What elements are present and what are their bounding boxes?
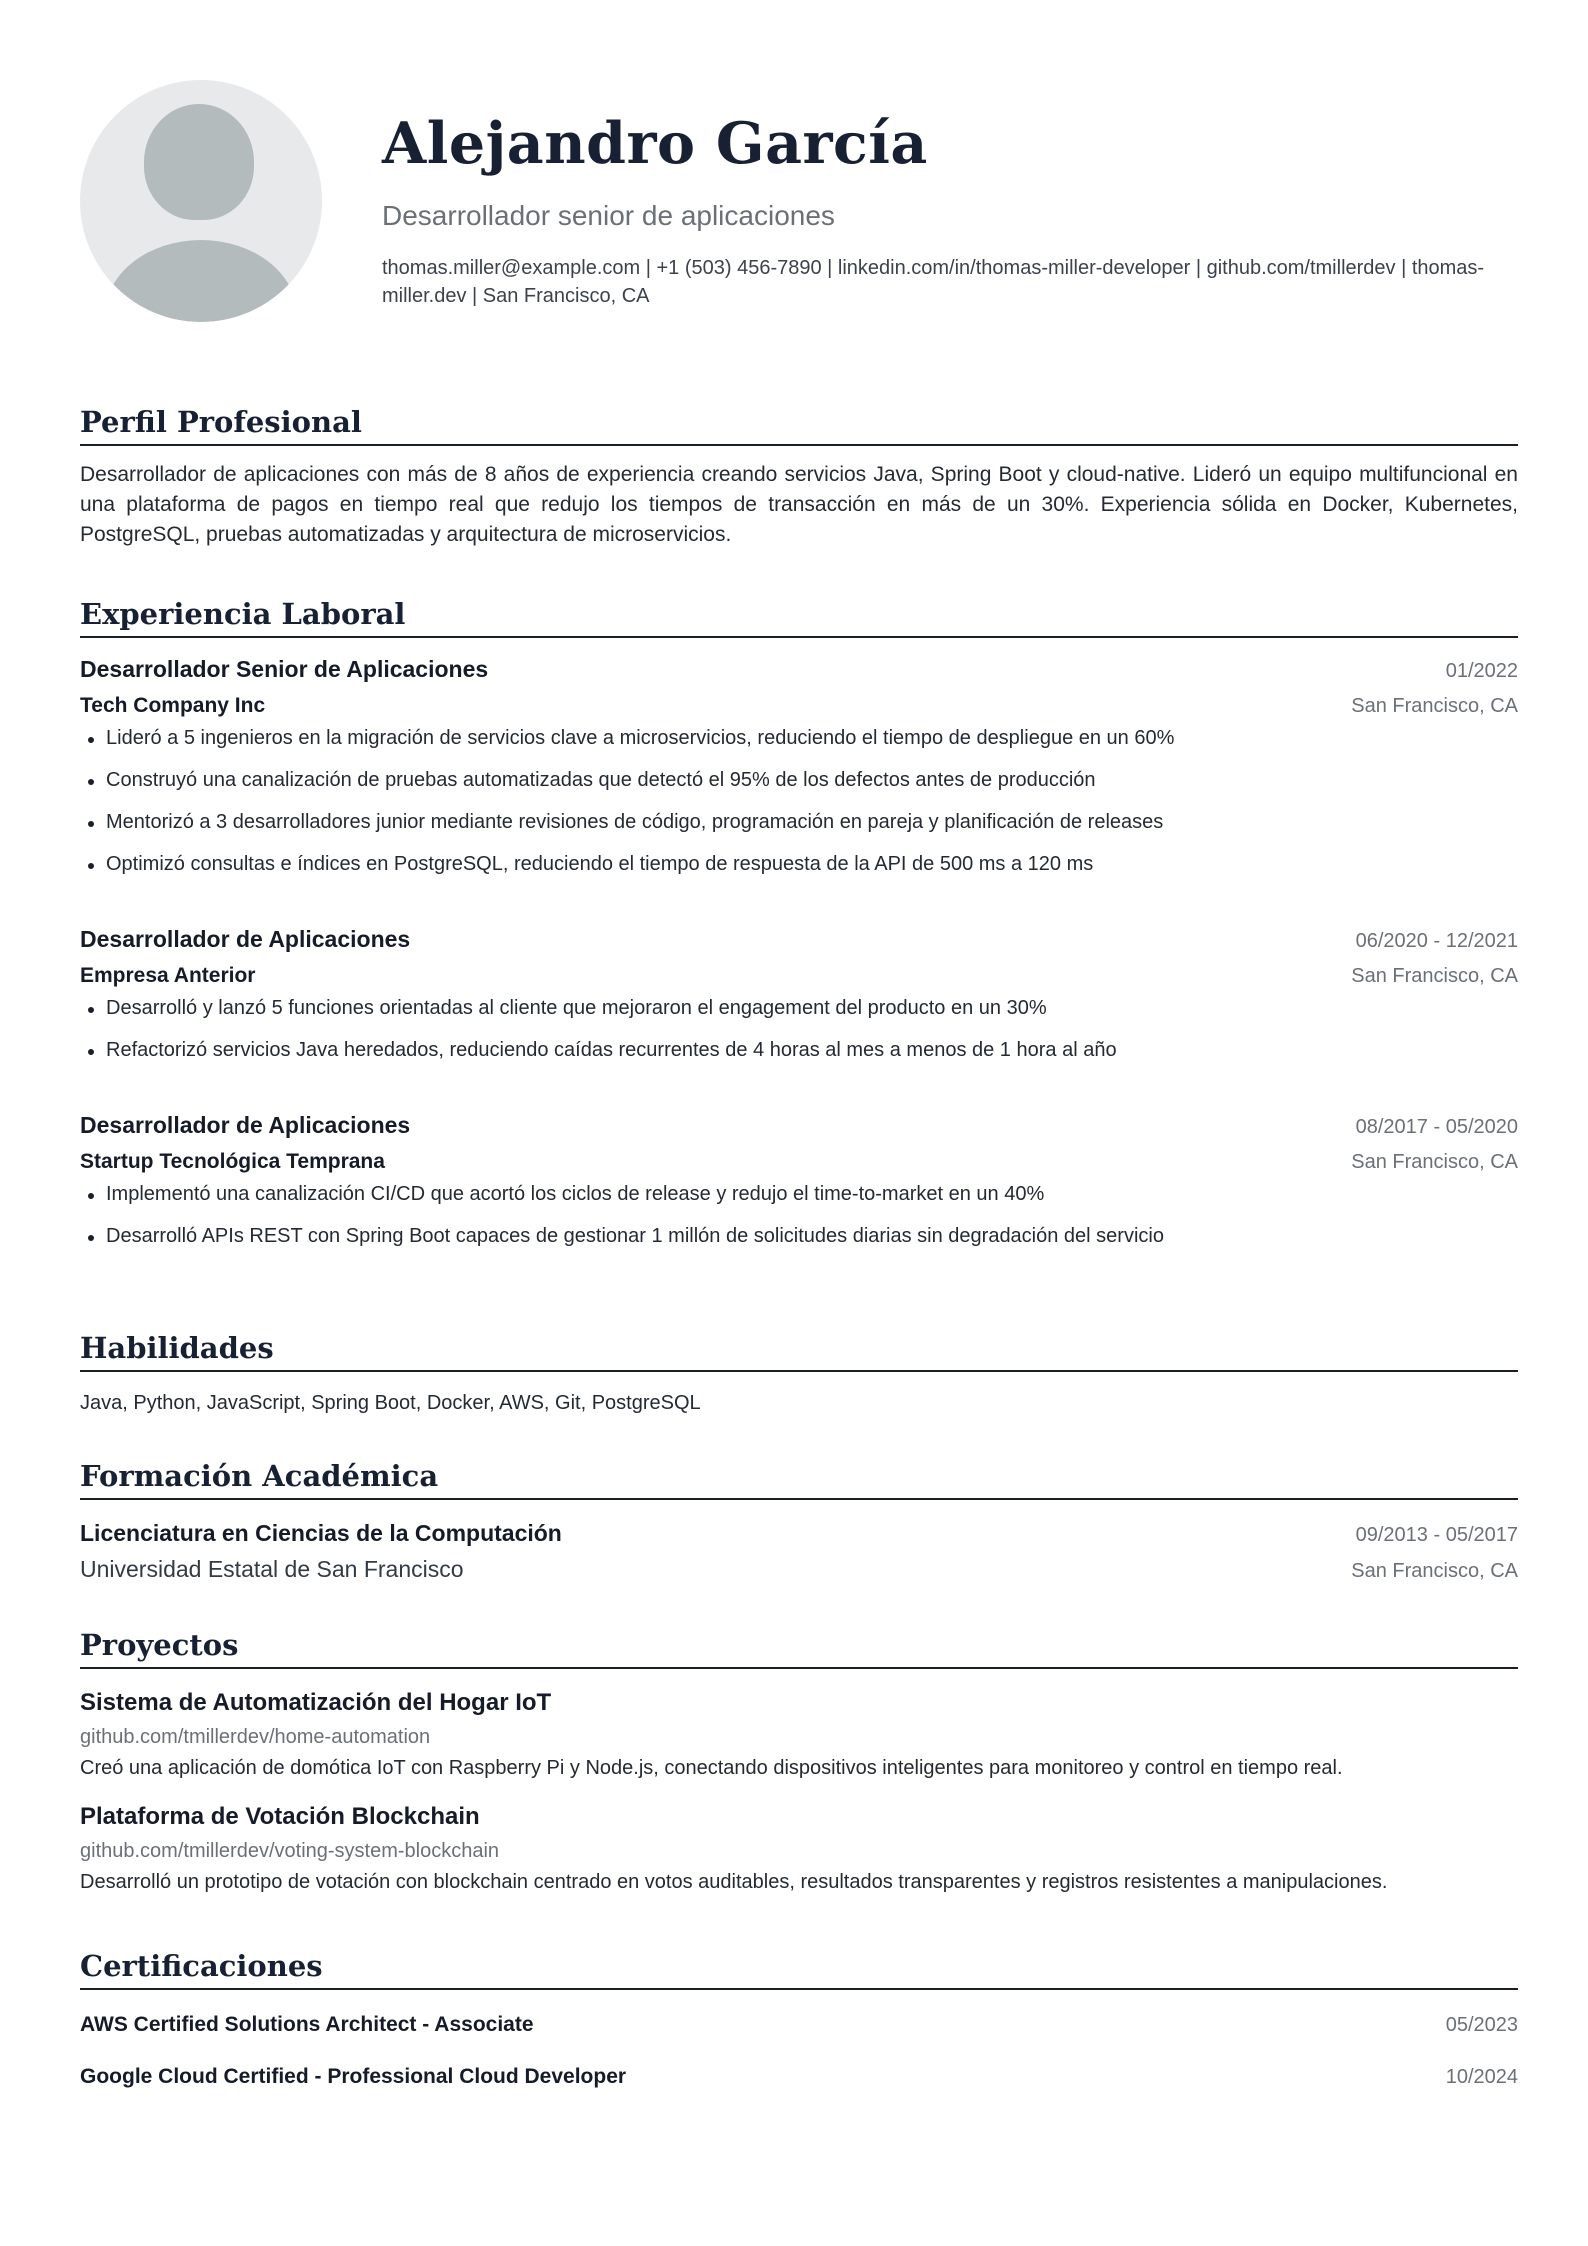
profile-text: Desarrollador de aplicaciones con más de 8 años de experiencia creando servicios Java, Spring Boot y cloud-native. Lideró un equipo multifuncional en una plataforma de pagos en tiempo real que redujo los tiempos de transacción en más de un 30%. Experiencia sólida en Docker, Kubernetes, PostgreSQL, pruebas automatizadas y arquitectura de microservicios. [80, 463, 1518, 546]
job-date: 01/2022 [1445, 660, 1518, 682]
project-link[interactable]: github.com/tmillerdev/voting-system-blockchain [80, 1840, 500, 1862]
degree-title: Licenciatura en Ciencias de la Computación [80, 1520, 562, 1546]
project-name: Sistema de Automatización del Hogar IoT [80, 1689, 552, 1716]
job-entry [80, 652, 1518, 878]
education-entry [80, 1516, 1518, 1588]
certification-name: AWS Certified Solutions Architect - Associate [80, 2013, 534, 2036]
bullet-text: Implementó una canalización CI/CD que acortó los ciclos de release y redujo el time-to-market en un 40% [106, 1183, 1045, 1205]
person-placeholder-icon [144, 104, 254, 220]
bullet-text: Construyó una canalización de pruebas automatizadas que detectó el 95% de los defectos antes de producción [106, 769, 1096, 791]
bullet-icon [88, 1193, 94, 1199]
education-location: San Francisco, CA [1351, 1560, 1518, 1582]
bullet-text: Lideró a 5 ingenieros en la migración de servicios clave a microservicios, reduciendo el tiempo de despliegue en un 60% [106, 727, 1175, 749]
section-title: Experiencia Laboral [80, 594, 1518, 638]
certification-entry [80, 2060, 1518, 2094]
candidate-name: Alejandro García [382, 110, 928, 177]
job-bullets [80, 994, 1518, 1064]
certifications-section [80, 1946, 1518, 2094]
bullet-icon [88, 779, 94, 785]
bullet-text: Desarrolló APIs REST con Spring Boot capaces de gestionar 1 millón de solicitudes diarias sin degradación del servicio [106, 1225, 1164, 1247]
job-entry [80, 922, 1518, 1064]
person-placeholder-body [105, 240, 297, 322]
list-item [80, 808, 1518, 836]
project-description: Creó una aplicación de domótica IoT con Raspberry Pi y Node.js, conectando dispositivos inteligentes para monitoreo y control en tiempo real. [80, 1757, 1343, 1779]
certification-entry [80, 2008, 1518, 2042]
job-location: San Francisco, CA [1351, 965, 1518, 987]
job-date: 06/2020 - 12/2021 [1355, 930, 1518, 952]
education-section [80, 1456, 1518, 1588]
job-company: Empresa Anterior [80, 964, 256, 987]
project-entry [80, 1685, 1518, 1783]
job-entry [80, 1108, 1518, 1250]
avatar [80, 80, 322, 322]
list-item [80, 724, 1518, 752]
list-item [80, 766, 1518, 794]
resume-header [382, 104, 1518, 310]
job-role: Desarrollador Senior de Aplicaciones [80, 656, 489, 682]
project-link[interactable]: github.com/tmillerdev/home-automation [80, 1726, 431, 1748]
list-item [80, 994, 1518, 1022]
certification-date: 10/2024 [1445, 2066, 1518, 2088]
bullet-text: Optimizó consultas e índices en PostgreSQL, reduciendo el tiempo de respuesta de la API de 500 ms a 120 ms [106, 853, 1094, 875]
section-title: Perfil Profesional [80, 402, 1518, 446]
bullet-icon [88, 737, 94, 743]
certification-name: Google Cloud Certified - Professional Cloud Developer [80, 2065, 627, 2088]
project-entry [80, 1799, 1518, 1897]
certification-date: 05/2023 [1445, 2014, 1518, 2036]
job-date: 08/2017 - 05/2020 [1355, 1116, 1518, 1138]
bullet-text: Refactorizó servicios Java heredados, reduciendo caídas recurrentes de 4 horas al mes a menos de 1 hora al año [106, 1039, 1117, 1061]
bullet-icon [88, 821, 94, 827]
section-title: Certificaciones [80, 1946, 1518, 1990]
job-role: Desarrollador de Aplicaciones [80, 1112, 411, 1138]
list-item [80, 1036, 1518, 1064]
bullet-icon [88, 1235, 94, 1241]
job-role: Desarrollador de Aplicaciones [80, 926, 411, 952]
bullet-icon [88, 1049, 94, 1055]
candidate-subtitle: Desarrollador senior de aplicaciones [382, 200, 835, 231]
job-location: San Francisco, CA [1351, 695, 1518, 717]
school-name: Universidad Estatal de San Francisco [80, 1556, 464, 1582]
education-date: 09/2013 - 05/2017 [1355, 1524, 1518, 1546]
job-company: Tech Company Inc [80, 694, 266, 717]
list-item [80, 850, 1518, 878]
skills-text: Java, Python, JavaScript, Spring Boot, Docker, AWS, Git, PostgreSQL [80, 1392, 701, 1414]
job-company: Startup Tecnológica Temprana [80, 1150, 385, 1173]
project-description: Desarrolló un prototipo de votación con blockchain centrado en votos auditables, resultados transparentes y registros resistentes a manipulaciones. [80, 1871, 1388, 1893]
section-title: Formación Académica [80, 1456, 1518, 1500]
experience-section [80, 594, 1518, 1250]
bullet-icon [88, 863, 94, 869]
job-bullets [80, 724, 1518, 878]
bullet-text: Desarrolló y lanzó 5 funciones orientadas al cliente que mejoraron el engagement del producto en un 30% [106, 997, 1047, 1019]
skills-section [80, 1328, 1518, 1418]
bullet-icon [88, 1007, 94, 1013]
profile-section [80, 402, 1518, 550]
project-name: Plataforma de Votación Blockchain [80, 1803, 480, 1830]
section-title: Habilidades [80, 1328, 1518, 1372]
list-item [80, 1180, 1518, 1208]
job-location: San Francisco, CA [1351, 1151, 1518, 1173]
contact-info: thomas.miller@example.com | +1 (503) 456-7890 | linkedin.com/in/thomas-miller-developer | github.com/tmillerdev | thomas-miller.dev | San Francisco, CA [382, 257, 1485, 307]
job-bullets [80, 1180, 1518, 1250]
bullet-text: Mentorizó a 3 desarrolladores junior mediante revisiones de código, programación en pareja y planificación de releases [106, 811, 1164, 833]
section-title: Proyectos [80, 1625, 1518, 1669]
list-item [80, 1222, 1518, 1250]
projects-section [80, 1625, 1518, 1897]
